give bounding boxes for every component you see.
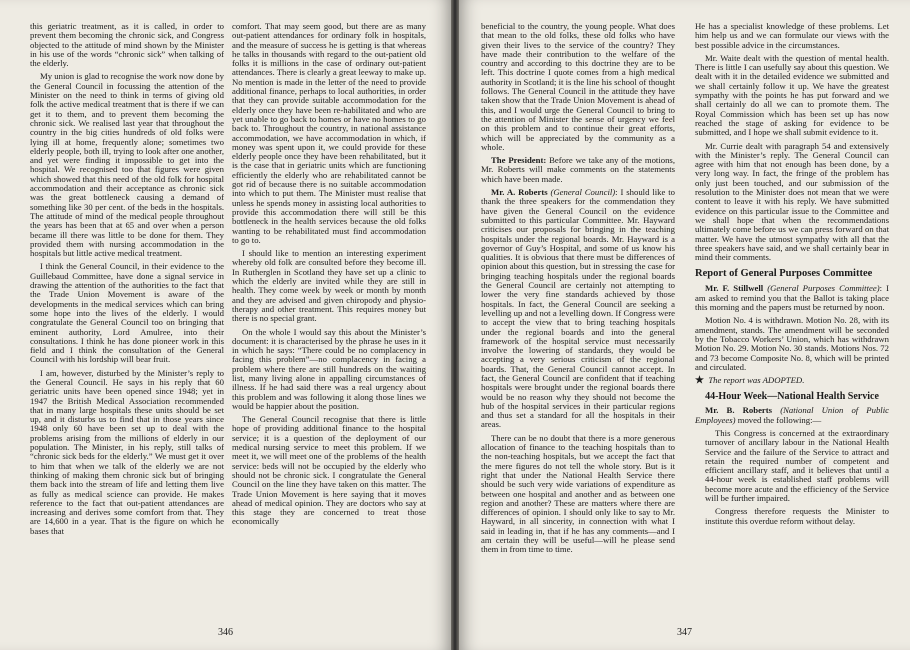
paragraph: I am, however, disturbed by the Minister’s reply to the General Council. He says in his reply that 60 geriatric units have been opened since 1948; yet in 1947 the British Medical Association recommended that in many large hospitals these units should be set up, and it disturbs us to find that in those years since 1948 only 60 have been set up to deal with the problems arising from the millions of elderly in our population. The Minister, in his reply, still talks of “chronic sick beds for the elderly.” We must get it over to him that when we talk of the elderly we are not thinking of making them chronic sick but of bringing them back into the stream of life and letting them live as fully as medical science can provide. He makes reference to the fact that out-patient attendances are increasing and derives some comfort from that. They are 14,600 in a year. That is the figure on which he bases that bbox=[30, 367, 224, 536]
right-column-2 bbox=[695, 22, 889, 620]
paragraph: I think the General Council, in their evidence to the Guillebaud Committee, have done a signal service in drawing the attention of the authorities to the fact that the Trade Union Movement is aware of the developments in the medical services which can bring some hope into the lives of the elderly. I would congratulate the General Council too on bringing that eminent authority, Lord Amulree, into their consultations. I think he has done pioneer work in this field and I think the consultation of the General Council with his lordship will bear fruit. bbox=[30, 261, 224, 365]
adoption-text: The report was ADOPTED. bbox=[708, 375, 805, 386]
motion-quote: This Congress is concerned at the extraordinary turnover of ancillary labour in the National Health Service and the failure of the Service to attract and retain the required number of competent and efficient ancillary staff, and it believes that until a 44-hour week is established staff problems will become more acute and the efficiency of the Service will be further impaired. bbox=[705, 427, 889, 504]
speaker-name: Mr. B. Roberts bbox=[705, 405, 773, 416]
book-gutter bbox=[451, 0, 459, 650]
speaker-affiliation: (General Council) bbox=[550, 187, 616, 198]
speech-text: Before we take any of the motions, Mr. Roberts will make comments on the statements which have been made. bbox=[481, 155, 675, 184]
section-heading: Report of General Purposes Committee bbox=[695, 268, 873, 280]
motion-quote: Congress therefore requests the Minister to institute this overdue reform without delay. bbox=[705, 506, 889, 526]
paragraph: Motion No. 4 is withdrawn. Motion No. 28, with its amendment, stands. The amendment will be seconded by the Tobacco Workers’ Union, which has withdrawn Motion No. 29. Motion No. 30 stands. Motions Nos. 72 and 73 become Composite No. 8, which will be printed and circulated. bbox=[695, 315, 889, 372]
paragraph: Mr. Waite dealt with the question of mental health. There is little I can usefully say about this question. We dealt with it in the detailed evidence we submitted and we shall certainly follow it up. We have the greatest sympathy with the points he has put forward and we shall certainly do all we can to promote them. The Royal Commission which has been set up has now reached the stage of asking for evidence to be submitted, and I hope we shall submit evidence to it. bbox=[695, 52, 889, 138]
right-page bbox=[459, 0, 910, 650]
speaker-name: The President: bbox=[491, 155, 547, 166]
paragraph: this geriatric treatment, as it is called, in order to prevent them becoming the chronic sick, and Congress objected to the attitude of mind shown by the Minister in his use of the words “chronic sick” when talking of the elderly. bbox=[30, 22, 224, 69]
president-paragraph bbox=[481, 156, 675, 184]
paragraph: comfort. That may seem good, but there are as many out-patient attendances for ordinary folk in hospitals, and the measure of success he is getting is that whereas he talks in thousands with regard to the out-patient old folks it is millions in the case of ordinary out-patient attendances. There is clearly a great leeway to make up. No mention is made in the letter of the need to provide additional finance, perhaps to local authorities, in order that they can provide suitable accommodation for the elderly once they have been re-habilitated and who are yet unable to go back to homes or have no homes to go back to. Throughout the country, in national assistance accommodation, we have accommodation in which, if money was spent upon it, we could provide for these elderly people once they have been rehabilitated, but it is the case that in geriatric units which are functioning efficiently the elderly who are rehabilitated cannot be got rid of because there is no suitable accommodation into which to put them. The Minister must realise that unless he spends money in assisting local authorities to provide this accommodation there will still be this bottleneck in the health services because the old folks wanting to be rehabilitated must find accommodation to go to. bbox=[232, 22, 426, 245]
paragraph: There can be no doubt that there is a more generous allocation of finance to the teaching hospitals than to the non-teaching hospitals, but we accept the fact that the mere figures do not tell the whole story. But is it right that under the National Health Service there should be such very wide variations of expenditure as between one hospital and another and as between one region and another? These are matters where there are differences of opinion. I should only like to say to Mr. Hayward, in all sincerity, in connection with what I said in leading in, that if he has any comments—and I am certain they will be useful—will he please send them in from time to time. bbox=[481, 432, 675, 555]
stillwell-paragraph bbox=[695, 284, 889, 312]
speech-text: moved the following:— bbox=[735, 414, 822, 425]
speech-text: : I should like to thank the three speakers for the commendation they have given the General Council on the evidence submitted to this particular Committee. Mr. Hayward criticises our proposals for bringing in the teaching hospitals under the regional boards. Mr. Hayward is a governor of Guy’s Hospital, and some of us know his qualities. It is obvious that there must be differences of opinion about this question, but in stressing the case for bringing teaching hospitals under the regional boards the General Council are certainly not attempting to lower the very fine standards achieved by those hospitals. In fact, the General Council are seeking a levelling up and not a levelling down. If Congress were to accept the view that to bring teaching hospitals under the regional boards and into the general framework of the hospital service must necessarily involve the lowering of standards, they would be accepting a very serious criticism of the regional boards. That, the General Council cannot accept. In fact, the General Council are confident that if teaching hospitals were brought under the regional boards there would be no reason why they should not become the hub of the hospital services in their particular regions and thus set a standard for all the hospitals in their areas. bbox=[481, 187, 675, 430]
speaker-affiliation: (National Union of Public Employees) bbox=[695, 405, 889, 425]
b-roberts-paragraph bbox=[695, 406, 889, 425]
page-number-right: 347 bbox=[677, 627, 692, 638]
section-heading: 44-Hour Week—National Health Service bbox=[705, 391, 879, 403]
roberts-paragraph bbox=[481, 188, 675, 430]
adoption-line bbox=[695, 376, 889, 385]
speaker-name: Mr. F. Stillwell bbox=[705, 283, 764, 294]
paragraph: beneficial to the country, the young people. What does that mean to the old folks, these old folks who have given their lives to the service of the country? They have made their contribution to the welfare of the country and according to this doctrine they are to be left. This doctrine I quote comes from a high medical authority in Scotland; it is the line his school of thought follows. The General Council in the attitude they have taken show that the Trade Union Movement is ahead of this, and I would urge the General Council to bring to the attention of Minister the sense of urgency we feel on this problem and to continue their great efforts, which will be appreciated by the community as a whole. bbox=[481, 22, 675, 152]
right-column-1 bbox=[481, 22, 675, 620]
paragraph: I should like to mention an interesting experiment whereby old folk are consulted before they become ill. In Rutherglen in Scotland they have set up a clinic to which the elderly are invited while they are still in health. They come week by week or month by month and they are advised and given chiropody and physio-therapy and other treatment. This requires money but there is no special grant. bbox=[232, 248, 426, 324]
speaker-name: Mr. A. Roberts bbox=[491, 187, 548, 198]
page-number-left: 346 bbox=[218, 627, 233, 638]
star-icon: ★ bbox=[695, 375, 704, 387]
speech-text: : I am asked to remind you that the Ballot is taking place this morning and the papers must be returned by noon. bbox=[695, 283, 889, 313]
left-page bbox=[0, 0, 451, 650]
left-column-1 bbox=[30, 22, 224, 620]
paragraph: My union is glad to recognise the work now done by the General Council in focussing the attention of the Minister on the need to think in terms of giving old folk the active medical treatment that is there if we can get it to them, and to prevent them becoming the chronic sick. We realised last year that throughout the country in the big cities hundreds of old folks were lying ill at home, frequently alone; sometimes two elderly people, both ill, trying to look after one another, and yet were finding it impossible to get into the hospital. We recognised too that figures were given which showed that this need of the old folk for hospital accommodation and their acceptance as chronic sick was the great bottleneck causing a demand of something like 30 per cent. of the beds in the hospitals. The attitude of mind of the medical people throughout the years has been that at 65 and over when a person became ill there was little to be done for them. They provided them with nursing accommodation in the hospitals but little active medical treatment. bbox=[30, 71, 224, 259]
speaker-affiliation: (General Purposes Committee) bbox=[767, 283, 880, 294]
paragraph: He has a specialist knowledge of these problems. Let him help us and we can formulate our views with the best possible advice in the circumstances. bbox=[695, 22, 889, 50]
left-column-2 bbox=[232, 22, 426, 620]
paragraph: The General Council recognise that there is little hope of providing additional finance to the hospital service; it is a question of the deployment of our medical nursing service to meet this problem. If we meet it, we will meet one of the problems of the health service: beds will not be occupied by the elderly who should not be chronic sick. I congratulate the General Council on the line they have taken on this matter. The Trade Union Movement is here saying that it moves ahead of medical opinion. They are doctors who say at this stage they are concerned to treat those economically bbox=[232, 414, 426, 527]
paragraph: Mr. Currie dealt with paragraph 54 and extensively with the Minister’s reply. The General Council can agree with him that not enough has been done, by a very long way. In fact, the fringe of the problem has only just been touched, and our submission of the resolution to the Minister does not mean that we were content to leave it with his reply. We have submitted evidence on this particular issue to the Committee and we shall hope that when the recommendations ultimately come before us we can press forward on that matter. We have the utmost sympathy with all that the three speakers have said, and we shall certainly bear in mind their comments. bbox=[695, 140, 889, 263]
paragraph: On the whole I would say this about the Minister’s document: it is characterised by the phrase he uses in it in which he says: “There could be no complacency in facing this problem”—no complacency in facing a problem where there are still hundreds on the waiting list, many living alone in appalling circumstances of illness. If he had said there was a real urgency about this problem and was following it along those lines we would be happier about the position. bbox=[232, 326, 426, 411]
